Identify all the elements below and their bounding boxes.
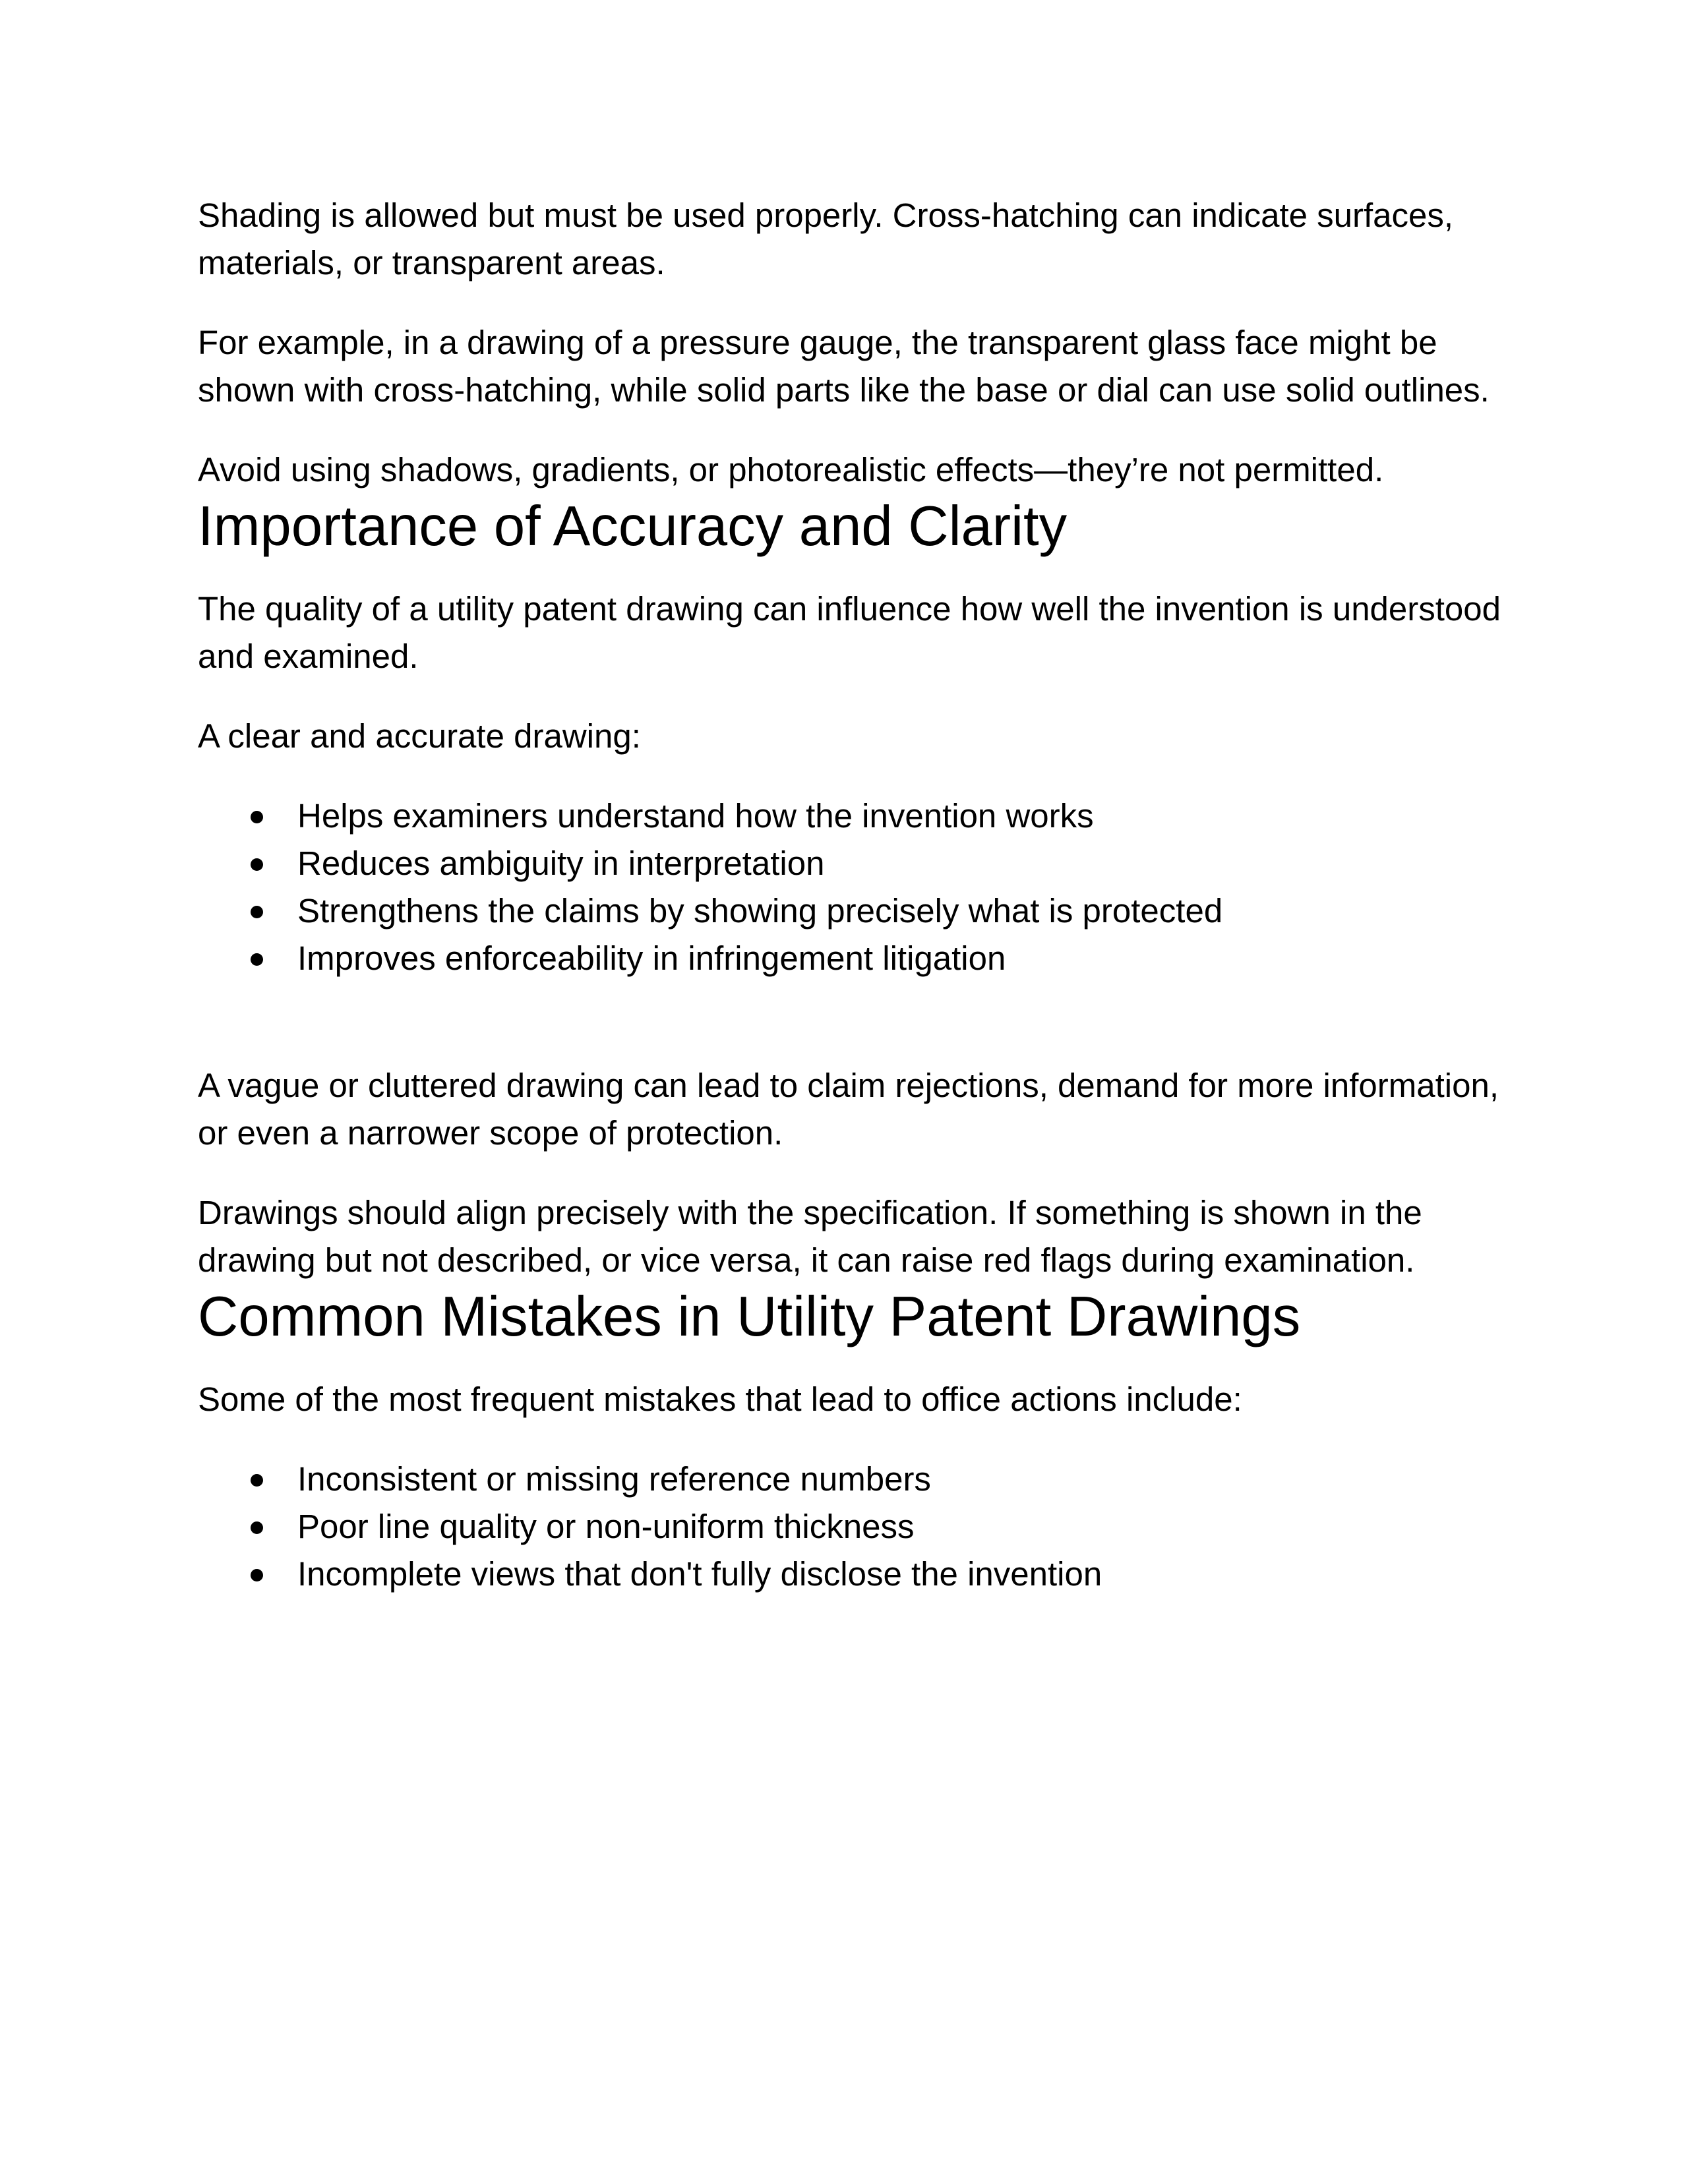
mistakes-bullet-list (198, 1456, 1510, 1598)
accuracy-paragraph-lead: A clear and accurate drawing: (198, 717, 641, 755)
bullet-icon (251, 1521, 263, 1534)
list-item (198, 887, 1510, 935)
mistakes-paragraph-lead: Some of the most frequent mistakes that lead to office actions include: (198, 1380, 1242, 1418)
intro-paragraph-shading: Shading is allowed but must be used properly. Cross-hatching can indicate surfaces, materials, or transparent areas. (198, 196, 1454, 281)
list-item (198, 935, 1510, 982)
section-heading-mistakes: Common Mistakes in Utility Patent Drawings (198, 1285, 1301, 1348)
bullet-icon (251, 953, 263, 966)
accuracy-bullet-list (198, 792, 1510, 982)
bullet-icon (251, 858, 263, 871)
bullet-icon (251, 1569, 263, 1581)
list-item (198, 1503, 1510, 1550)
list-item (198, 1550, 1510, 1598)
accuracy-paragraph-quality: The quality of a utility patent drawing can influence how well the invention is understood and examined. (198, 590, 1501, 675)
list-item (198, 792, 1510, 840)
list-item-text: Strengthens the claims by showing precisely what is protected (297, 892, 1223, 930)
list-item-text: Poor line quality or non-uniform thickness (297, 1508, 915, 1545)
list-item-text: Incomplete views that don't fully disclose the invention (297, 1555, 1102, 1593)
bullet-icon (251, 1474, 263, 1487)
list-item (198, 840, 1510, 887)
intro-paragraph-avoid: Avoid using shadows, gradients, or photorealistic effects—they’re not permitted. (198, 451, 1384, 488)
bullet-icon (251, 906, 263, 918)
list-item-text: Inconsistent or missing reference numbers (297, 1460, 931, 1498)
section-heading-accuracy: Importance of Accuracy and Clarity (198, 495, 1068, 558)
list-item-text: Helps examiners understand how the invention works (297, 797, 1094, 835)
list-item (198, 1456, 1510, 1503)
intro-paragraph-example: For example, in a drawing of a pressure gauge, the transparent glass face might be shown with cross-hatching, while solid parts like the base or dial can use solid outlines. (198, 324, 1490, 409)
accuracy-paragraph-align: Drawings should align precisely with the specification. If something is shown in the drawing but not described, or vice versa, it can raise red flags during examination. (198, 1194, 1422, 1279)
list-item-text: Reduces ambiguity in interpretation (297, 844, 825, 882)
bullet-icon (251, 811, 263, 823)
document-body (198, 192, 1510, 1598)
accuracy-paragraph-vague: A vague or cluttered drawing can lead to claim rejections, demand for more information, or even a narrower scope of protection. (198, 1067, 1499, 1152)
list-item-text: Improves enforceability in infringement litigation (297, 939, 1006, 977)
